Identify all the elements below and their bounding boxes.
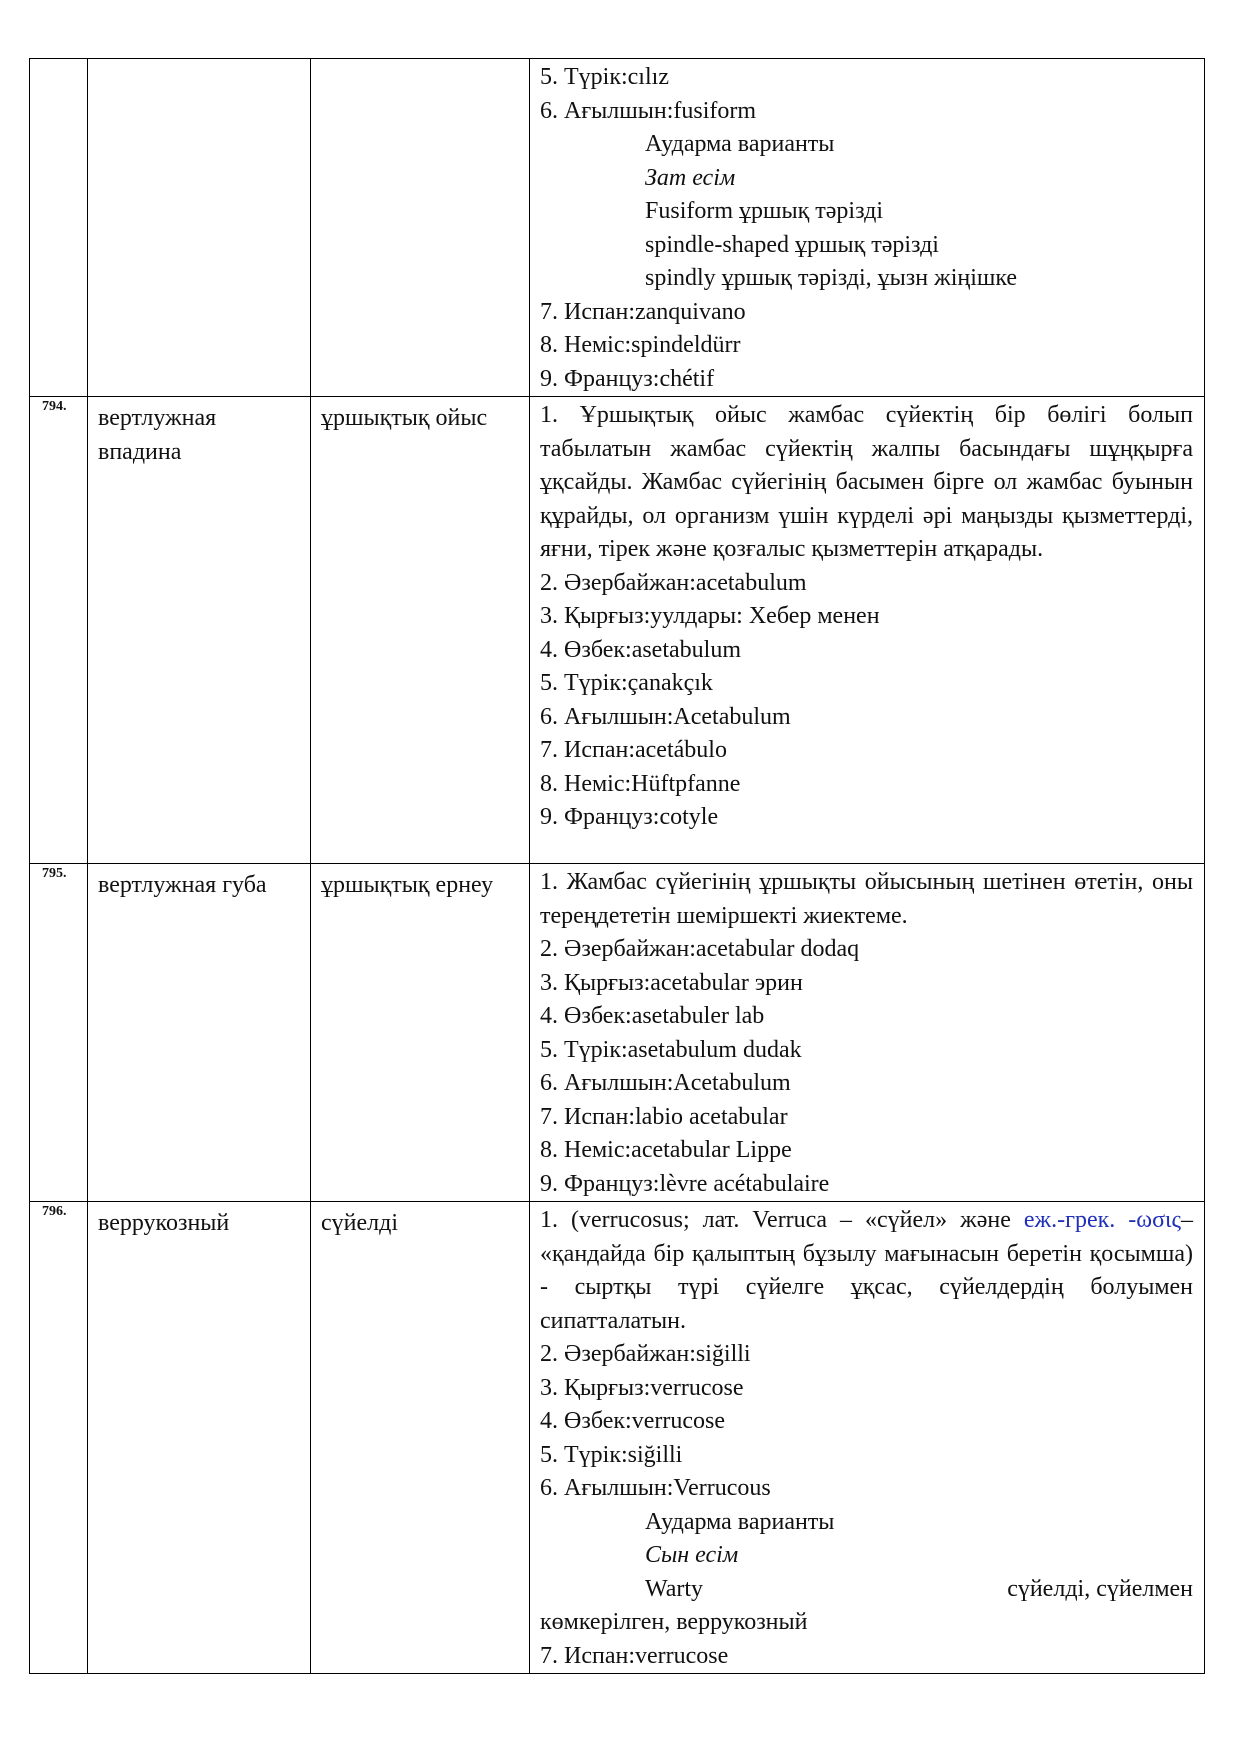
russian-term-cell (88, 59, 311, 397)
definition-cell (530, 59, 1205, 397)
definition-cell (530, 864, 1205, 1202)
russian-term: вертлужная губа (98, 872, 267, 898)
translation-line: 5. Түрік:asetabulum dudak (540, 1036, 802, 1063)
translation-line: 6. Ағылшын:Verrucous (540, 1475, 771, 1501)
translation-line: 8. Неміс:acetabular Lippe (540, 1137, 792, 1163)
russian-term: вертлужная впадина (98, 405, 217, 465)
definition-text: 1. Жамбас сүйегінің ұршықты ойысының шетінен өтетін, оны тереңдететін шеміршекті жиектеме. (540, 869, 1193, 929)
entry-number: 795. (42, 866, 67, 881)
definition-text-end: – «қандайда бір қалыптың бұзылу мағынасын беретін қосымша) - сыртқы түрі сүйелге ұқсас, сүйелдердің болуымен сипатталатын. (540, 1207, 1193, 1334)
russian-term: веррукозный (98, 1210, 230, 1236)
kazakh-term-cell (311, 397, 530, 864)
etymology-link[interactable]: еж.-грек. -ωσις (1023, 1207, 1181, 1233)
kazakh-term: ұршықтық ойыс (321, 405, 488, 431)
kazakh-term-cell (311, 1202, 530, 1674)
variant-line: spindly ұршық тәрізді, ұызн жіңішке (645, 265, 1018, 291)
translation-line: 7. Испан:verrucose (540, 1642, 729, 1669)
table-row (30, 59, 1205, 397)
definition-text (540, 1204, 1193, 1338)
variant-translation: сүйелді, сүйелмен (1007, 1575, 1193, 1602)
translation-line: 7. Испан:labio acetabular (540, 1103, 788, 1130)
definition-text: 1. Ұршықтық ойыс жамбас сүйектің бір бөлігі болып табылатын жамбас сүйектің жалпы басындағы шұңқырға ұқсайды. Жамбас сүйегінің басымен бірге ол жамбас буынын құрайды, ол организм үшін күрделі әрі маңызды қызметтерді, яғни, тірек және қозғалыс қызметтерін атқарады. (540, 402, 1193, 562)
variants-label: Аударма варианты (645, 131, 835, 157)
translation-line: 3. Қырғыз:уулдары: Хебер менен (540, 603, 880, 629)
table-row (30, 397, 1205, 864)
dictionary-table (29, 58, 1205, 1674)
translation-line: 7. Испан:acetábulo (540, 737, 727, 763)
table-row (30, 864, 1205, 1202)
table-row (30, 1202, 1205, 1674)
translation-line: 6. Ағылшын:Acetabulum (540, 703, 791, 730)
translation-line: 9. Француз:chétif (540, 365, 715, 392)
definition-cell (530, 1202, 1205, 1674)
translation-line: 3. Қырғыз:acetabular эрин (540, 969, 803, 996)
kazakh-term-cell (311, 59, 530, 397)
kazakh-term: сүйелді (321, 1210, 399, 1236)
part-of-speech: Сын есім (645, 1542, 739, 1568)
translation-line: 8. Неміс:spindeldürr (540, 332, 741, 358)
entry-number-cell (30, 1202, 88, 1674)
translation-line: 8. Неміс:Hüftpfanne (540, 770, 741, 797)
variant-word: Warty (645, 1575, 704, 1602)
definition-cell (530, 397, 1205, 864)
part-of-speech: Зат есім (645, 164, 736, 191)
kazakh-term-cell (311, 864, 530, 1202)
translation-line: 6. Ағылшын:Acetabulum (540, 1070, 791, 1096)
kazakh-term: ұршықтық ернеу (321, 872, 494, 898)
translation-line: 4. Өзбек:verrucose (540, 1408, 725, 1434)
entry-number-cell (30, 397, 88, 864)
variants-label: Аударма варианты (645, 1508, 835, 1535)
translation-line: 2. Әзербайжан:acetabulum (540, 569, 807, 596)
definition-text-start: 1. (verrucosus; лат. Verruca – «сүйел» және (540, 1207, 1024, 1233)
translation-line: 4. Өзбек:asetabuler lab (540, 1003, 765, 1029)
translation-line: 9. Француз:lèvre acétabulaire (540, 1170, 830, 1197)
russian-term-cell (88, 864, 311, 1202)
entry-number: 796. (42, 1204, 67, 1219)
russian-term-cell (88, 397, 311, 864)
variant-line: spindle-shaped ұршық тәрізді (645, 231, 939, 258)
translation-line: 2. Әзербайжан:acetabular dodaq (540, 936, 860, 962)
translation-line: 7. Испан:zanquivano (540, 298, 746, 325)
translation-line: 4. Өзбек:asetabulum (540, 636, 741, 663)
translation-line: 6. Ағылшын:fusiform (540, 97, 757, 124)
variant-line (540, 1573, 1193, 1607)
translation-line: 5. Түрік:cılız (540, 64, 669, 90)
translation-line: 5. Түрік:siğilli (540, 1441, 683, 1468)
translation-line: 2. Әзербайжан:siğilli (540, 1341, 751, 1367)
entry-number-cell (30, 59, 88, 397)
translation-line: 9. Француз:cotyle (540, 804, 719, 830)
entry-number-cell (30, 864, 88, 1202)
variant-line: Fusiform ұршық тәрізді (645, 198, 884, 224)
translation-line: 3. Қырғыз:verrucose (540, 1374, 744, 1401)
translation-line: 5. Түрік:çanakçık (540, 670, 713, 696)
russian-term-cell (88, 1202, 311, 1674)
entry-number: 794. (42, 399, 67, 414)
variant-continuation: көмкерілген, веррукозный (540, 1609, 808, 1635)
